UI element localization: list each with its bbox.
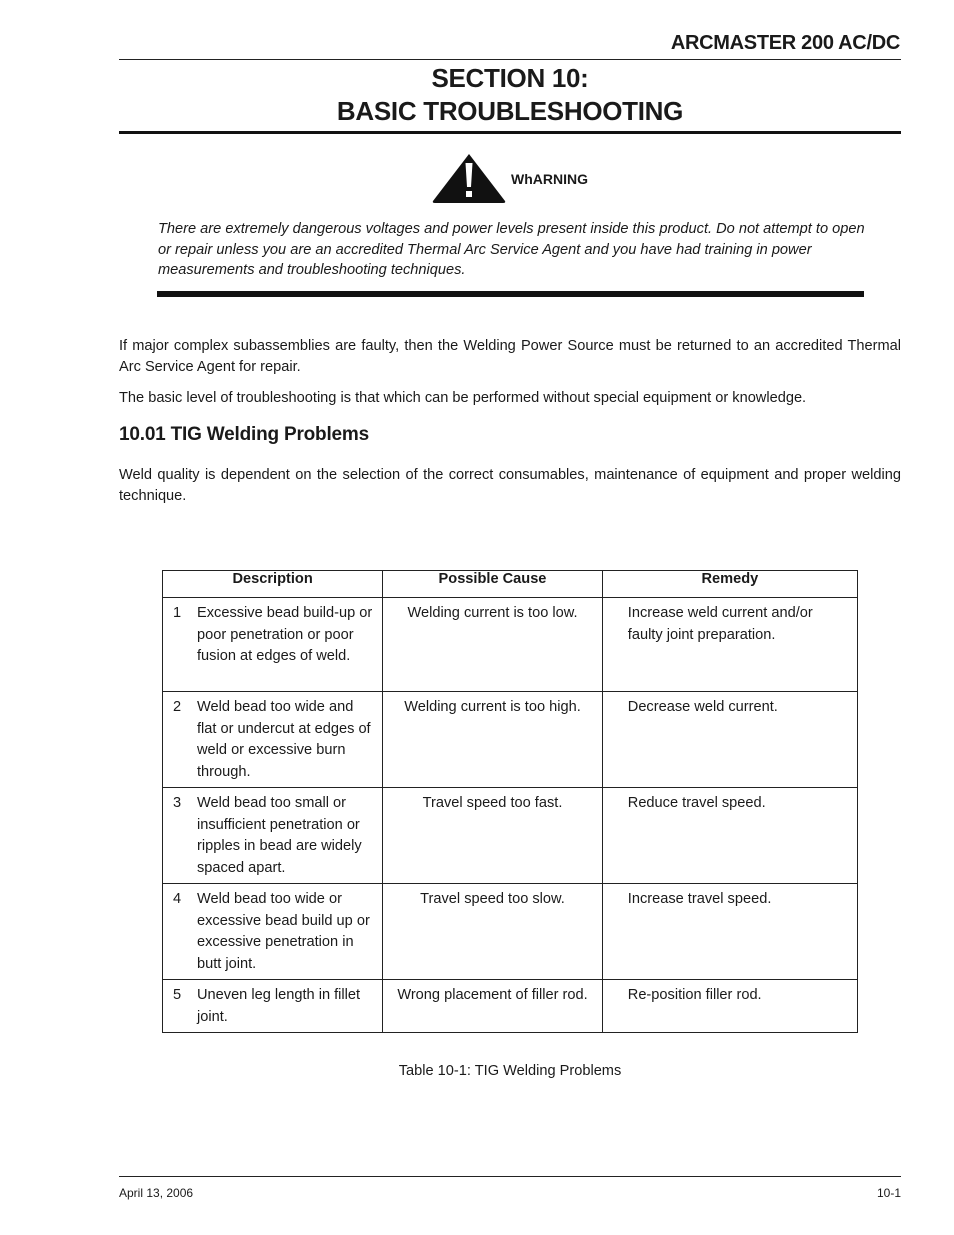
header-product-title: ARCMASTER 200 AC/DC bbox=[670, 32, 900, 54]
cause-cell: Travel speed too slow. bbox=[383, 884, 603, 980]
header-remedy: Remedy bbox=[602, 571, 857, 598]
remedy-cell: Re-position filler rod. bbox=[602, 980, 857, 1033]
footer-rule bbox=[119, 1176, 901, 1177]
warning-text: There are extremely dangerous voltages and power levels present inside this product. Do not attempt to open or repair unless you are an accredited Thermal Arc Service Agent and you have had training in power measurements and troubleshooting techniques. bbox=[158, 221, 865, 278]
section-title-rule bbox=[119, 131, 901, 134]
header-possible-cause: Possible Cause bbox=[383, 571, 603, 598]
subsection-paragraph: Weld quality is dependent on the selection of the correct consumables, maintenance of equipment and proper welding technique. bbox=[119, 467, 901, 504]
description-text: Weld bead too small or insufficient penetration or ripples in bead are widely spaced apart. bbox=[197, 795, 362, 876]
description-cell bbox=[163, 788, 383, 884]
table-header-row bbox=[163, 571, 858, 598]
intro-paragraph-1: If major complex subassemblies are faulty, then the Welding Power Source must be returned to an accredited Thermal Arc Service Agent for repair. bbox=[119, 338, 901, 375]
description-text: Uneven leg length in fillet joint. bbox=[197, 987, 361, 1025]
intro-paragraph-2: The basic level of troubleshooting is that which can be performed without special equipment or knowledge. bbox=[119, 390, 807, 406]
header-description: Description bbox=[163, 571, 383, 598]
row-number: 1 bbox=[173, 605, 182, 621]
description-text: Excessive bead build-up or poor penetration or poor fusion at edges of weld. bbox=[197, 605, 373, 664]
remedy-cell: Reduce travel speed. bbox=[602, 788, 857, 884]
table-caption: Table 10-1: TIG Welding Problems bbox=[398, 1063, 622, 1079]
table-row bbox=[163, 598, 858, 692]
troubleshooting-table bbox=[162, 570, 858, 1033]
row-number: 2 bbox=[173, 699, 182, 715]
cause-cell: Travel speed too fast. bbox=[383, 788, 603, 884]
description-cell bbox=[163, 884, 383, 980]
section-title-line1: SECTION 10: bbox=[431, 63, 589, 93]
description-text: Weld bead too wide or excessive bead build up or excessive penetration in butt joint. bbox=[197, 891, 370, 972]
subsection-heading: 10.01 TIG Welding Problems bbox=[119, 424, 369, 445]
table-row bbox=[163, 884, 858, 980]
footer-page-number: 10-1 bbox=[876, 1186, 901, 1200]
cause-cell: Welding current is too high. bbox=[383, 692, 603, 788]
section-title bbox=[119, 62, 901, 128]
remedy-cell: Increase travel speed. bbox=[602, 884, 857, 980]
row-number: 4 bbox=[173, 891, 182, 907]
warning-label: WhARNING bbox=[511, 171, 588, 187]
section-title-line2: BASIC TROUBLESHOOTING bbox=[336, 96, 684, 126]
description-cell bbox=[163, 692, 383, 788]
footer-date: April 13, 2006 bbox=[119, 1186, 194, 1200]
remedy-cell: Decrease weld current. bbox=[602, 692, 857, 788]
row-number: 5 bbox=[173, 987, 182, 1003]
description-cell bbox=[163, 980, 383, 1033]
table-row bbox=[163, 788, 858, 884]
cause-cell: Wrong placement of filler rod. bbox=[383, 980, 603, 1033]
header-rule bbox=[119, 59, 901, 60]
table-row bbox=[163, 980, 858, 1033]
row-number: 3 bbox=[173, 795, 182, 811]
description-text: Weld bead too wide and flat or undercut at edges of weld or excessive burn through. bbox=[197, 699, 371, 780]
warning-bottom-bar bbox=[157, 291, 864, 297]
table-row bbox=[163, 692, 858, 788]
remedy-cell: Increase weld current and/or faulty joint preparation. bbox=[602, 598, 857, 692]
description-cell bbox=[163, 598, 383, 692]
cause-cell: Welding current is too low. bbox=[383, 598, 603, 692]
warning-triangle-icon bbox=[431, 152, 507, 204]
